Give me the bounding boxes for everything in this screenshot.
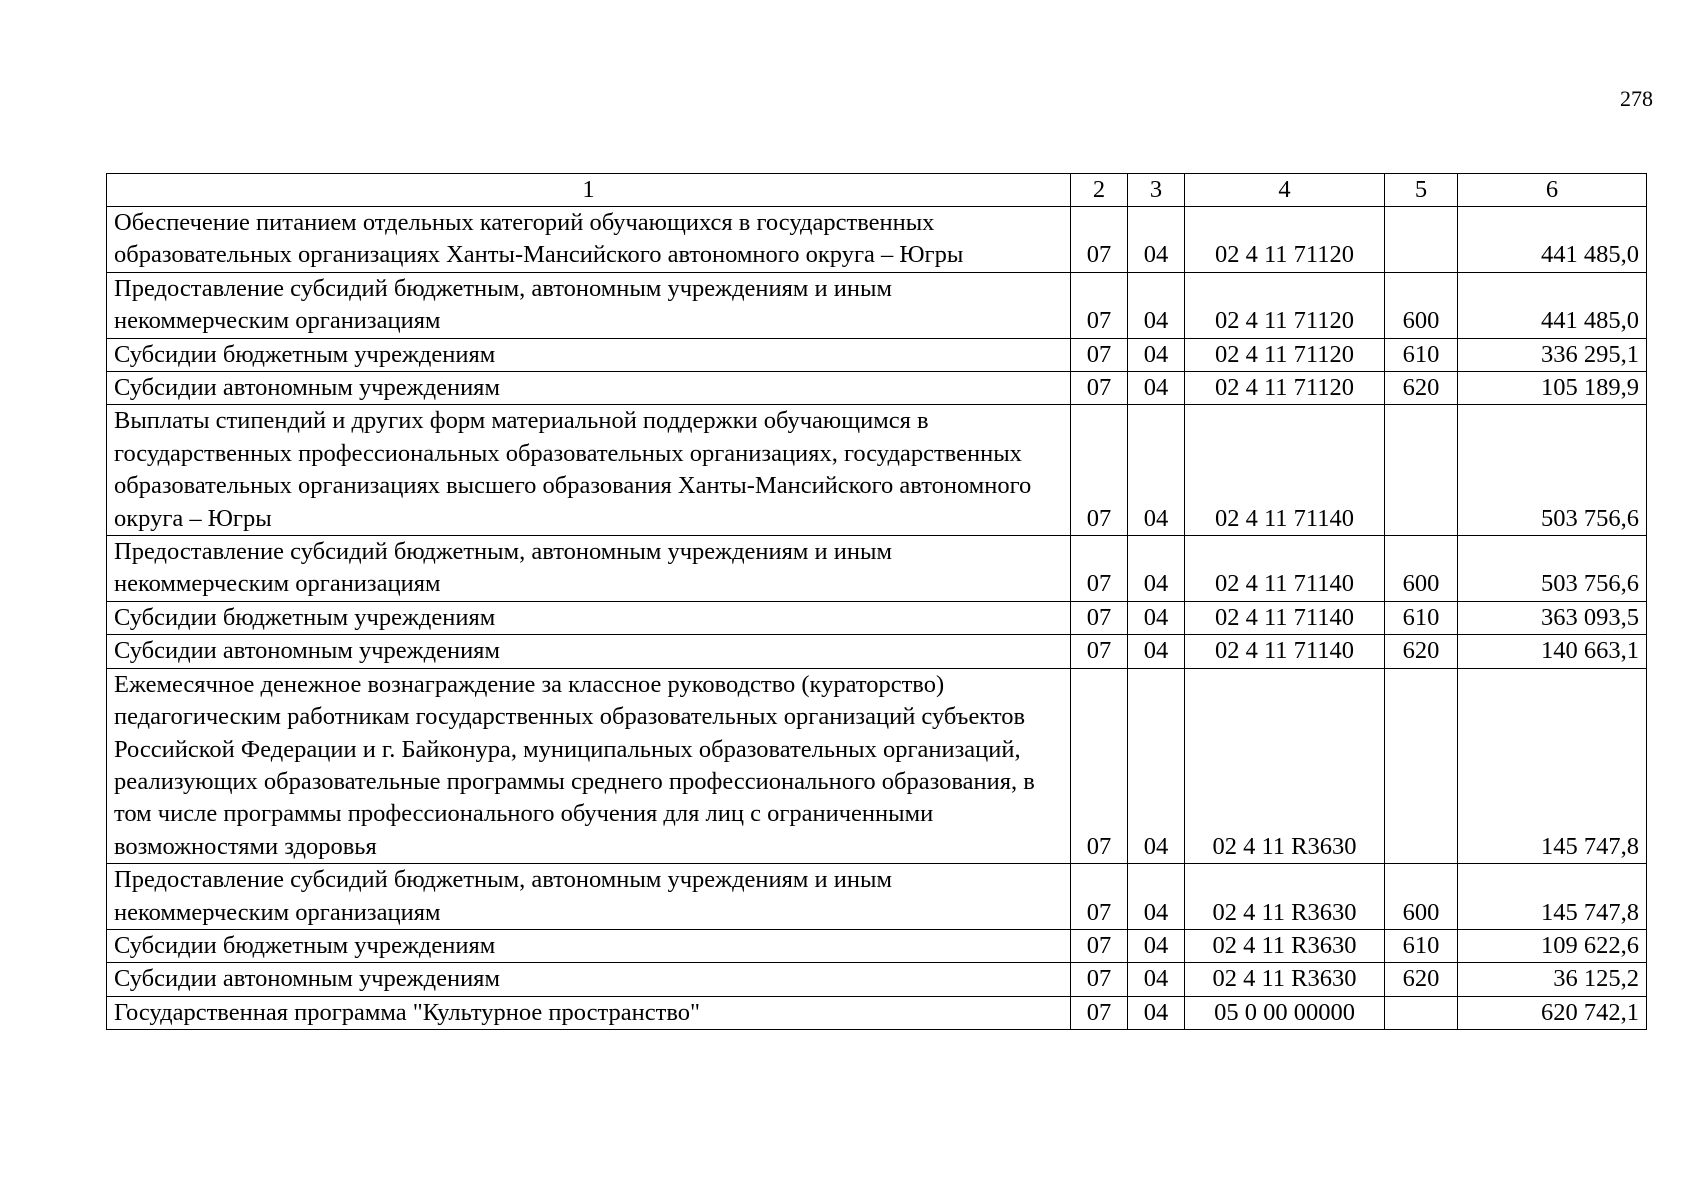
- target-article-cell: 02 4 11 71140: [1185, 601, 1385, 634]
- table-row: [107, 372, 1647, 405]
- expense-type-cell: [1385, 668, 1458, 863]
- section-cell: 07: [1071, 405, 1128, 536]
- row-name-cell: Предоставление субсидий бюджетным, автономным учреждениям и иным некоммерческим организациям: [107, 272, 1071, 338]
- subsection-cell: 04: [1128, 864, 1185, 930]
- table-row: [107, 601, 1647, 634]
- expense-type-cell: 610: [1385, 601, 1458, 634]
- column-header: 4: [1185, 174, 1385, 207]
- subsection-cell: 04: [1128, 338, 1185, 371]
- expense-type-cell: 600: [1385, 272, 1458, 338]
- amount-cell: 503 756,6: [1458, 536, 1647, 602]
- row-name-cell: Субсидии бюджетным учреждениям: [107, 929, 1071, 962]
- subsection-cell: 04: [1128, 207, 1185, 273]
- target-article-cell: 02 4 11 71140: [1185, 635, 1385, 668]
- expense-type-cell: 620: [1385, 963, 1458, 996]
- section-cell: 07: [1071, 272, 1128, 338]
- amount-cell: 441 485,0: [1458, 207, 1647, 273]
- section-cell: 07: [1071, 372, 1128, 405]
- row-name-cell: Субсидии бюджетным учреждениям: [107, 601, 1071, 634]
- amount-cell: 145 747,8: [1458, 668, 1647, 863]
- subsection-cell: 04: [1128, 635, 1185, 668]
- table-row: [107, 536, 1647, 602]
- row-name-cell: Субсидии автономным учреждениям: [107, 372, 1071, 405]
- row-name-cell: Предоставление субсидий бюджетным, автономным учреждениям и иным некоммерческим организациям: [107, 864, 1071, 930]
- amount-cell: 503 756,6: [1458, 405, 1647, 536]
- row-name-cell: Государственная программа "Культурное пространство": [107, 996, 1071, 1029]
- table-row: [107, 635, 1647, 668]
- target-article-cell: 02 4 11 71120: [1185, 207, 1385, 273]
- table-row: [107, 864, 1647, 930]
- target-article-cell: 02 4 11 R3630: [1185, 929, 1385, 962]
- page-number: 278: [1620, 86, 1653, 111]
- budget-table: [106, 173, 1647, 1030]
- section-cell: 07: [1071, 963, 1128, 996]
- expense-type-cell: 610: [1385, 929, 1458, 962]
- expense-type-cell: [1385, 207, 1458, 273]
- section-cell: 07: [1071, 207, 1128, 273]
- target-article-cell: 02 4 11 71140: [1185, 536, 1385, 602]
- table-row: [107, 996, 1647, 1029]
- expense-type-cell: 620: [1385, 635, 1458, 668]
- subsection-cell: 04: [1128, 272, 1185, 338]
- table-row: [107, 405, 1647, 536]
- section-cell: 07: [1071, 601, 1128, 634]
- section-cell: 07: [1071, 668, 1128, 863]
- column-header: 3: [1128, 174, 1185, 207]
- subsection-cell: 04: [1128, 929, 1185, 962]
- subsection-cell: 04: [1128, 668, 1185, 863]
- expense-type-cell: 610: [1385, 338, 1458, 371]
- section-cell: 07: [1071, 864, 1128, 930]
- table-row: [107, 207, 1647, 273]
- expense-type-cell: [1385, 996, 1458, 1029]
- amount-cell: 145 747,8: [1458, 864, 1647, 930]
- subsection-cell: 04: [1128, 536, 1185, 602]
- subsection-cell: 04: [1128, 963, 1185, 996]
- row-name-cell: Обеспечение питанием отдельных категорий обучающихся в государственных образовательных организациях Ханты-Мансийского автономного округа – Югры: [107, 207, 1071, 273]
- table-row: [107, 929, 1647, 962]
- amount-cell: 109 622,6: [1458, 929, 1647, 962]
- row-name-cell: Субсидии бюджетным учреждениям: [107, 338, 1071, 371]
- subsection-cell: 04: [1128, 372, 1185, 405]
- section-cell: 07: [1071, 635, 1128, 668]
- amount-cell: 363 093,5: [1458, 601, 1647, 634]
- amount-cell: 620 742,1: [1458, 996, 1647, 1029]
- section-cell: 07: [1071, 929, 1128, 962]
- expense-type-cell: [1385, 405, 1458, 536]
- amount-cell: 336 295,1: [1458, 338, 1647, 371]
- section-cell: 07: [1071, 996, 1128, 1029]
- amount-cell: 441 485,0: [1458, 272, 1647, 338]
- target-article-cell: 02 4 11 R3630: [1185, 963, 1385, 996]
- target-article-cell: 02 4 11 R3630: [1185, 864, 1385, 930]
- target-article-cell: 02 4 11 71140: [1185, 405, 1385, 536]
- section-cell: 07: [1071, 338, 1128, 371]
- table-header-row: [107, 174, 1647, 207]
- target-article-cell: 02 4 11 71120: [1185, 272, 1385, 338]
- column-header: 1: [107, 174, 1071, 207]
- subsection-cell: 04: [1128, 601, 1185, 634]
- row-name-cell: Предоставление субсидий бюджетным, автономным учреждениям и иным некоммерческим организациям: [107, 536, 1071, 602]
- table-row: [107, 338, 1647, 371]
- target-article-cell: 02 4 11 71120: [1185, 372, 1385, 405]
- row-name-cell: Выплаты стипендий и других форм материальной поддержки обучающимся в государственных профессиональных образовательных организациях, государственных образовательных организациях высшего образования Ханты-Мансийского автономного округа – Югры: [107, 405, 1071, 536]
- table-row: [107, 668, 1647, 863]
- expense-type-cell: 600: [1385, 536, 1458, 602]
- column-header: 5: [1385, 174, 1458, 207]
- table-row: [107, 272, 1647, 338]
- amount-cell: 105 189,9: [1458, 372, 1647, 405]
- amount-cell: 140 663,1: [1458, 635, 1647, 668]
- column-header: 2: [1071, 174, 1128, 207]
- row-name-cell: Субсидии автономным учреждениям: [107, 635, 1071, 668]
- section-cell: 07: [1071, 536, 1128, 602]
- column-header: 6: [1458, 174, 1647, 207]
- target-article-cell: 02 4 11 71120: [1185, 338, 1385, 371]
- subsection-cell: 04: [1128, 996, 1185, 1029]
- target-article-cell: 05 0 00 00000: [1185, 996, 1385, 1029]
- row-name-cell: Субсидии автономным учреждениям: [107, 963, 1071, 996]
- expense-type-cell: 600: [1385, 864, 1458, 930]
- expense-type-cell: 620: [1385, 372, 1458, 405]
- table-row: [107, 963, 1647, 996]
- amount-cell: 36 125,2: [1458, 963, 1647, 996]
- subsection-cell: 04: [1128, 405, 1185, 536]
- row-name-cell: Ежемесячное денежное вознаграждение за классное руководство (кураторство) педагогическим работникам государственных образовательных организаций субъектов Российской Федерации и г. Байконура, муниципальных образовательных организаций, реализующих образовательные программы среднего профессионального образования, в том числе программы профессионального обучения для лиц с ограниченными возможностями здоровья: [107, 668, 1071, 863]
- target-article-cell: 02 4 11 R3630: [1185, 668, 1385, 863]
